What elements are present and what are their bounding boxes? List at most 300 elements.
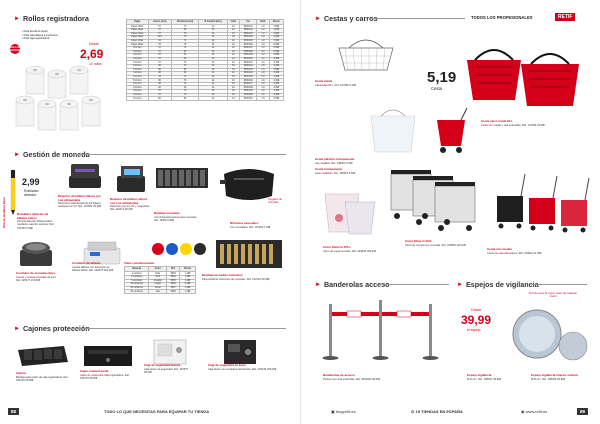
- rolls-table-cell: 9530138: [240, 50, 257, 54]
- rolls-table-cell: 70: [171, 39, 198, 43]
- rolls-table-header: Ancho (mm): [148, 20, 171, 25]
- coin-table-cell: 1,49€: [180, 279, 196, 283]
- rolls-table-cell: 70: [171, 64, 198, 68]
- rolls-table-cell: 1.0: [257, 57, 269, 61]
- rolls-table-header: Papel: [127, 20, 149, 25]
- rolls-table-cell: 70: [171, 90, 198, 94]
- rolls-table-cell: 70: [171, 32, 198, 36]
- baskets-section-title: [315, 14, 378, 23]
- rolls-table-cell: 9530147: [240, 82, 257, 86]
- rolls-table-cell: 12: [199, 68, 227, 72]
- globe-icon: ◉: [521, 409, 526, 414]
- rolls-table-cell: 9530150: [240, 93, 257, 97]
- caption-wheeled-basket: Cesta carro metal 22 L Cesta con ruedas y asa extensible. Ref. 197999 19,99€: [481, 119, 545, 127]
- coin-table-header: Moneda: [125, 267, 149, 272]
- rolls-table-cell: 70: [171, 93, 198, 97]
- caption-cart-155: Carro Shop'in 155 L Carro de supermercado. Ref. 230828 189,00€: [323, 245, 377, 253]
- caption-transparent-bins: Cesta transparente Asas metálicas. Ref. 198019 5,99€: [315, 167, 356, 175]
- stores-link[interactable]: ⊙ 19 TIENDAS EN ESPAÑA: [411, 409, 463, 414]
- rolls-table-cell: 44: [148, 39, 171, 43]
- rolls-price-unit: 10 rollos: [89, 62, 102, 66]
- rolls-table-cell: 57: [148, 93, 171, 97]
- right-page: [301, 0, 600, 424]
- rolls-table-cell: 10: [227, 25, 239, 29]
- rolls-table-cell: 12: [199, 39, 227, 43]
- footer-left-text: TODO LO QUE NECESITAS PARA EQUIPAR TU TIENDA: [104, 409, 210, 414]
- rolls-table-cell: 1.0: [257, 32, 269, 36]
- rolls-table-cell: Térmico: [127, 64, 149, 68]
- rolls-table-cell: 10: [227, 28, 239, 32]
- coin-table-cell: 20 céntimos: [125, 286, 149, 290]
- rolls-table-cell: 12: [199, 61, 227, 65]
- rolls-table-cell: 12: [199, 36, 227, 40]
- marker-price: 2,99: [22, 177, 40, 187]
- rolls-table-cell: 10: [227, 39, 239, 43]
- rolls-table-cell: 40: [171, 50, 198, 54]
- rolls-table-cell: 1.0: [257, 79, 269, 83]
- rolls-table-cell: 101: [148, 36, 171, 40]
- rolls-table-cell: 1.0: [257, 97, 269, 101]
- rolls-table-cell: 80: [148, 72, 171, 76]
- caption-metal-basket: Cesta metal Capacidad 20 L. Ref. 197982 5,19€: [315, 79, 356, 87]
- rolls-table-cell: 2,89€: [269, 54, 283, 58]
- rolls-table-cell: Térmico: [127, 54, 149, 58]
- rolls-table-cell: 80: [171, 68, 198, 72]
- coin-table-cell: 10 céntimos: [125, 283, 149, 287]
- rolls-table-cell: 9530134: [240, 36, 257, 40]
- rolls-table-cell: 57: [148, 54, 171, 58]
- manual-drawer-image: [80, 340, 136, 370]
- coin-table-header: Precio: [180, 267, 196, 272]
- coin-table-cell: 9593: [167, 272, 180, 276]
- mirrors-image: [501, 304, 591, 366]
- rolls-table-cell: 2,99€: [269, 39, 283, 43]
- rolls-table-cell: 57: [148, 32, 171, 36]
- rolls-table-cell: 2,99€: [269, 46, 283, 50]
- rolls-table-cell: Térmico: [127, 50, 149, 54]
- rolls-table-cell: 12: [199, 75, 227, 79]
- coin-table-cell: 9596: [167, 283, 180, 287]
- rolls-table-cell: Térmico: [127, 57, 149, 61]
- rolls-table-cell: Térmico: [127, 93, 149, 97]
- rolls-table-cell: 9530140: [240, 57, 257, 61]
- rolls-table-cell: 1.0: [257, 68, 269, 72]
- coin-table-cell: 9594: [167, 275, 180, 279]
- rolls-table-cell: 57: [148, 28, 171, 32]
- rolls-table-cell: 70: [171, 46, 198, 50]
- coin-table-cell: 1,49€: [180, 290, 196, 294]
- rolls-table-cell: 57: [148, 90, 171, 94]
- rolls-table-cell: 1.0: [257, 43, 269, 47]
- page-number-left: 88: [8, 408, 19, 415]
- rolls-table-cell: 3,69€: [269, 36, 283, 40]
- divider: [371, 18, 465, 19]
- rolls-table-cell: 2,69€: [269, 43, 283, 47]
- rolls-table-cell: 70: [171, 36, 198, 40]
- divider: [379, 284, 449, 285]
- rolls-table-cell: 60: [171, 72, 198, 76]
- coin-table-cell: 1,49€: [180, 275, 196, 279]
- rolls-table-cell: 1.0: [257, 61, 269, 65]
- bullet-triangle-icon: ►: [457, 281, 463, 288]
- page-number-right: 89: [577, 408, 588, 415]
- mirrors-note: Permite tener la mayor visión de cualquier rincón: [528, 292, 578, 298]
- rolls-table-cell: 80: [148, 68, 171, 72]
- caption-cartridge-tray: Bandeja monedas cartuchos Para clasificar cartuchos de monedas. Ref. 197913 59,99€: [202, 273, 270, 281]
- coin-table-row: [125, 290, 196, 294]
- rolls-table-cell: 60: [148, 86, 171, 90]
- coin-table-cell: 1 céntimo: [125, 272, 149, 276]
- coin-tubes-image: [150, 234, 206, 264]
- blog-icon: ▣: [331, 409, 336, 414]
- bullet-triangle-icon: ►: [14, 325, 20, 332]
- rolls-table-cell: 12: [199, 43, 227, 47]
- rolls-table-cell: 3,19€: [269, 79, 283, 83]
- rolls-table-cell: 9530136: [240, 43, 257, 47]
- basket-price: 5,19: [427, 69, 457, 86]
- rolls-table-cell: 70: [171, 82, 198, 86]
- rolls-table-cell: Térmico: [127, 90, 149, 94]
- rolls-table-cell: 9530132: [240, 28, 257, 32]
- rolls-table-cell: 57: [148, 57, 171, 61]
- bullet-triangle-icon: ►: [14, 15, 20, 22]
- rolls-table-cell: 12: [199, 79, 227, 83]
- rolls-table-cell: 9530137: [240, 46, 257, 50]
- rolls-table-cell: 12: [199, 86, 227, 90]
- coin-table-cell: Amarillo: [149, 279, 167, 283]
- divider: [70, 328, 286, 329]
- rolls-table: [126, 19, 284, 101]
- coin-table: [124, 266, 196, 294]
- rolls-table-cell: 10: [227, 32, 239, 36]
- cartridge-tray-image: [214, 236, 284, 272]
- rolls-bullet: • Para tienda de tiquet: [22, 30, 48, 33]
- rolls-table-header: Ø bobina (mm): [171, 20, 198, 25]
- rolls-table-cell: 70: [171, 25, 198, 29]
- rolls-table-cell: Térmico: [127, 97, 149, 101]
- rolls-table-cell: 80: [148, 97, 171, 101]
- rolls-table-cell: Térmico: [127, 61, 149, 65]
- marker-pen-image: [8, 168, 18, 216]
- rolls-table-header: Ud.: [240, 20, 257, 25]
- paper-rolls-image: [12, 62, 112, 144]
- uv-detector-image: [65, 160, 105, 192]
- coin-table-cell: Rojo: [149, 272, 167, 276]
- rolls-table-cell: 80: [148, 64, 171, 68]
- rolls-table-cell: 57: [148, 61, 171, 65]
- rolls-table-cell: 9530142: [240, 64, 257, 68]
- rolls-table-cell: 12: [199, 25, 227, 29]
- blog-link[interactable]: ▣ blogretif.es: [331, 409, 356, 414]
- bullet-triangle-icon: ►: [315, 281, 321, 288]
- rolls-table-cell: 2,99€: [269, 75, 283, 79]
- rolls-table-header: Precio: [269, 20, 283, 25]
- rolls-table-cell: Térmico: [127, 46, 149, 50]
- caption-uv-magnetic-detector: Detector de billetes falsos con Luz ultravioleta Detección por luz UV y magnética. Ref. 222071 99,00€: [110, 197, 150, 212]
- rolls-table-cell: 2,69€: [269, 86, 283, 90]
- red-baskets-image: [457, 34, 587, 114]
- caption-cart-roll: Carro Shop in Roll Carro de compra con 4 ruedas. Ref. 230835 149,00€: [405, 239, 466, 247]
- rolls-table-cell: 12: [199, 64, 227, 68]
- rolls-bullet: • Para caja registradora: [22, 37, 50, 41]
- rolls-table-cell: 9530141: [240, 61, 257, 65]
- rolls-table-cell: Térmico: [127, 86, 149, 90]
- rolls-table-cell: 9530139: [240, 54, 257, 58]
- coin-table-cell: 1,49€: [180, 272, 196, 276]
- coin-counter-image: [16, 236, 56, 270]
- drawer-insert-image: [14, 340, 70, 370]
- rolls-table-cell: 3,19€: [269, 61, 283, 65]
- coin-table-cell: 9595: [167, 279, 180, 283]
- caption-uv-detector: Detector de billetes falsos por Luz ultravioleta Detecta la autenticidad de los billetes mediante luz UV. Ref. 197891 39,99€: [58, 194, 102, 209]
- rolls-table-cell: 12: [199, 93, 227, 97]
- rolls-table-cell: 40: [171, 86, 198, 90]
- transparent-basket-image: [363, 104, 423, 158]
- rolls-table-cell: 1.0: [257, 28, 269, 32]
- rolls-table-cell: 10: [227, 54, 239, 58]
- rolls-table-cell: 12: [199, 50, 227, 54]
- rolls-table-cell: 1.0: [257, 90, 269, 94]
- rolls-table-cell: 12: [199, 28, 227, 32]
- rolls-table-cell: 1.0: [257, 36, 269, 40]
- rolls-table-header: Unid.: [227, 20, 239, 25]
- rolls-table-cell: 60: [148, 79, 171, 83]
- coin-table-cell: 9598: [167, 290, 180, 294]
- drawers-title: Cajones protección: [22, 324, 90, 333]
- caption-euro-safe: Caja de seguridad en Euro Caja fuerte con cerradura electrónica. Ref. 229136 189,00€: [208, 363, 277, 371]
- rolls-table-cell: 9530143: [240, 68, 257, 72]
- basket-price-unit: Cesta: [431, 86, 442, 91]
- rolls-table-cell: 12: [199, 57, 227, 61]
- rolls-table-cell: 1.0: [257, 64, 269, 68]
- divider: [76, 154, 286, 155]
- web-link[interactable]: ◉ www.retif.es: [521, 409, 548, 414]
- rolls-table-row: [127, 97, 284, 101]
- rolls-table-cell: 10: [227, 90, 239, 94]
- caption-white-safe: Caja de seguridad blanca Caja fuerte de seguridad. Ref. 197875 99,00€: [144, 363, 188, 374]
- rolls-title: Rollos registradora: [22, 14, 89, 23]
- coin-table-cell: 5 céntimos: [125, 279, 149, 283]
- rolls-table-cell: 12: [199, 46, 227, 50]
- mirrors-title: Espejos de vigilancia: [465, 280, 539, 289]
- bullet-triangle-icon: ►: [14, 151, 20, 158]
- rolls-price-prefix: Desde: [89, 42, 99, 46]
- rolls-table-cell: Térmico: [127, 75, 149, 79]
- wheeled-basket-image: [431, 108, 471, 156]
- coin-table-cell: 1,49€: [180, 286, 196, 290]
- rolls-table-cell: 57: [148, 25, 171, 29]
- rolls-table-cell: Papel offset: [127, 39, 149, 43]
- coin-table-cell: 2 céntimos: [125, 275, 149, 279]
- rolls-table-cell: 10: [227, 36, 239, 40]
- coin-table-cell: Gris: [149, 290, 167, 294]
- rolls-table-cell: 44: [148, 75, 171, 79]
- caption-waist-bag: Riñonera monedero Con cremallera. Ref. 197906 7,29€: [230, 221, 271, 229]
- caption-transparent-basket: Cesta plástico transparente Asa metálica. Ref. 198002 6,99€: [315, 157, 355, 165]
- caption-marker: Rotulador detector de billetes falsos Permite detectar billetes falsos mediante reacción química. Ref. 197939 2,99€: [17, 212, 55, 230]
- shopping-carts-image: [385, 160, 485, 240]
- rolls-price: 2,69: [80, 47, 104, 61]
- rolls-table-cell: 70: [171, 43, 198, 47]
- mirrors-section-title: [457, 280, 539, 289]
- rolls-table-cell: 12: [199, 32, 227, 36]
- rolls-table-cell: 10: [227, 46, 239, 50]
- rolls-table-cell: 10: [227, 43, 239, 47]
- coin-table-header: Color: [149, 267, 167, 272]
- rolls-table-cell: Térmico: [127, 72, 149, 76]
- rolls-table-cell: Papel offset: [127, 32, 149, 36]
- divider: [531, 284, 587, 285]
- rolls-table-cell: 3,19€: [269, 93, 283, 97]
- rolls-table-cell: 55: [171, 54, 198, 58]
- rolls-table-cell: 3,69€: [269, 97, 283, 101]
- rolls-table-cell: 9530135: [240, 39, 257, 43]
- rolls-bullet: • Para calculadora e impresora: [22, 33, 58, 37]
- rolls-table-cell: 10: [227, 50, 239, 54]
- transparent-bins-image: [319, 178, 379, 238]
- rolls-table-cell: 12: [199, 90, 227, 94]
- coin-table-cell: 50 céntimos: [125, 290, 149, 294]
- rolls-table-cell: 9530133: [240, 32, 257, 36]
- mirrors-price-unit: el espejo: [467, 328, 481, 332]
- barriers-title: Banderolas acceso: [323, 280, 390, 289]
- rolls-table-cell: 10: [227, 72, 239, 76]
- rolls-table-header: Ø mandril (mm): [199, 20, 227, 25]
- caption-bill-counter: Contador de billetes Cuenta billetes con detección de billetes falsos. Ref. 229075 169,00€: [72, 261, 114, 272]
- rolls-table-cell: 57: [148, 43, 171, 47]
- rolls-section-title: [14, 14, 89, 23]
- caption-drawer-insert: Interior Bandeja para cajón de caja registradora. Ref. 182163 29,99€: [16, 371, 69, 382]
- rolls-table-cell: 1.0: [257, 54, 269, 58]
- rolls-table-cell: 1.0: [257, 82, 269, 86]
- rolls-table-cell: 80: [148, 82, 171, 86]
- rolls-table-cell: 9530146: [240, 79, 257, 83]
- rolls-table-cell: 3,49€: [269, 82, 283, 86]
- rolls-table-cell: 3,19€: [269, 90, 283, 94]
- location-icon: ⊙: [411, 409, 416, 414]
- coin-tray-image: [154, 160, 209, 200]
- uv-magnetic-detector-image: [115, 162, 147, 196]
- rolls-badge: ROLLOS AHORRO: [9, 46, 21, 52]
- rolls-table-cell: 9530148: [240, 86, 257, 90]
- retif-logo: RETIF: [555, 13, 575, 21]
- rolls-table-cell: 1.0: [257, 46, 269, 50]
- marker-label: Rotulador detector: [24, 189, 39, 197]
- rolls-table-cell: Térmico: [127, 68, 149, 72]
- rolls-table-cell: 12: [199, 54, 227, 58]
- coin-tubes-title: Tubos portamonedas: [124, 261, 155, 265]
- rolls-table-cell: 3,69€: [269, 68, 283, 72]
- rolls-table-cell: 3,29€: [269, 72, 283, 76]
- rolls-table-cell: 9530131: [240, 25, 257, 29]
- rolls-table-cell: 1.0: [257, 86, 269, 90]
- mirrors-price: 39,99: [461, 313, 492, 327]
- rolls-table-cell: 10: [227, 79, 239, 83]
- rolls-table-cell: 2,99€: [269, 57, 283, 61]
- rolls-table-cell: 10: [227, 61, 239, 65]
- rolls-table-cell: 57: [148, 50, 171, 54]
- rolls-table-cell: 9530151: [240, 97, 257, 101]
- caption-coin-tray: Bandeja monedas Con 8 departamentos para monedas. Ref. 18100 8,99€: [154, 211, 197, 222]
- rolls-table-cell: Térmico: [127, 79, 149, 83]
- coin-table-cell: Azul: [149, 275, 167, 279]
- bullet-triangle-icon: ►: [315, 15, 321, 22]
- rolling-baskets-image: [491, 170, 591, 240]
- rolls-table-cell: Papel offset: [127, 36, 149, 40]
- coin-table-cell: 9597: [167, 286, 180, 290]
- coin-table-cell: Verde: [149, 286, 167, 290]
- money-title: Gestión de moneda: [22, 150, 90, 159]
- rolls-table-cell: 10: [227, 93, 239, 97]
- caption-rolling-basket: Cesta con ruedas Cesta con asa telescópica. Ref. 230842 21,99€: [487, 247, 542, 255]
- rolls-table-cell: 57: [148, 46, 171, 50]
- coin-table-cell: Negro: [149, 283, 167, 287]
- rolls-table-cell: 70: [171, 75, 198, 79]
- rolls-table-cell: 70: [171, 79, 198, 83]
- rolls-table-cell: 10: [227, 64, 239, 68]
- rolls-table-cell: 12: [199, 97, 227, 101]
- rolls-table-cell: 10: [227, 86, 239, 90]
- rolls-table-cell: Papel offset: [127, 43, 149, 47]
- rolls-table-cell: 9530145: [240, 75, 257, 79]
- queue-barriers-image: [317, 292, 449, 368]
- rolls-table-cell: 9530144: [240, 72, 257, 76]
- waist-bag-note: Cargador de monedas: [268, 198, 282, 204]
- metal-basket-image: [331, 30, 401, 76]
- rolls-table-cell: 2,69€: [269, 32, 283, 36]
- side-label: Detector de billetes falsos: [3, 197, 6, 228]
- rolls-table-cell: 1.0: [257, 50, 269, 54]
- caption-mirror: Espejo vigilancia Ø 40 cm. Ref. 198057 39,99€: [467, 373, 502, 381]
- brand-tagline: TODOS LOS PROFESIONALES: [471, 15, 533, 20]
- mirrors-price-prefix: Desde: [471, 308, 482, 312]
- rolls-table-cell: 1.0: [257, 72, 269, 76]
- caption-manual-drawer: Cajón manual metal Cajón de metal para caja registradora. Ref. 182170 99,00€: [80, 369, 130, 380]
- rolls-table-cell: 62: [171, 57, 198, 61]
- caption-coin-counter: Contador de monedas Euro Cuenta y separa monedas de euro. Ref. 226577 219,00€: [16, 271, 57, 282]
- coin-table-header: Ref.: [167, 267, 180, 272]
- baskets-title: Cestas y carros: [323, 14, 378, 23]
- rolls-table-cell: 10: [227, 57, 239, 61]
- rolls-table-cell: 10: [227, 68, 239, 72]
- rolls-table-cell: 10: [227, 97, 239, 101]
- rolls-table-cell: 1.0: [257, 39, 269, 43]
- rolls-table-cell: 80: [171, 97, 198, 101]
- rolls-table-cell: 2,69€: [269, 28, 283, 32]
- rolls-table-cell: 9530149: [240, 90, 257, 94]
- rolls-table-cell: 10: [227, 75, 239, 79]
- rolls-bullets: [22, 30, 58, 41]
- rolls-table-cell: 70: [171, 61, 198, 65]
- rolls-table-cell: 12: [199, 82, 227, 86]
- rolls-table-cell: 60: [171, 28, 198, 32]
- rolls-table-cell: 1.0: [257, 75, 269, 79]
- caption-barriers: Banderolas de acceso Postes con cinta extensible. Ref. 9533004 99,00€: [323, 373, 381, 381]
- coin-table-cell: 1,49€: [180, 283, 196, 287]
- rolls-table-cell: 10: [227, 82, 239, 86]
- rolls-table-cell: 12: [199, 72, 227, 76]
- rolls-table-cell: Papel offset: [127, 28, 149, 32]
- rolls-table-header: Unid.: [257, 20, 269, 25]
- rolls-table-cell: Térmico: [127, 82, 149, 86]
- rolls-table-cell: 2,69€: [269, 25, 283, 29]
- rolls-table-cell: Papel offset: [127, 25, 149, 29]
- rolls-table-cell: 3,49€: [269, 64, 283, 68]
- rolls-table-cell: 1.0: [257, 25, 269, 29]
- rolls-table-cell: 1.0: [257, 93, 269, 97]
- caption-mirror-outdoor: Espejo vigilancia interior exterior Ø 60 cm. Ref. 198064 59,99€: [531, 373, 579, 381]
- rolls-table-cell: 2,69€: [269, 50, 283, 54]
